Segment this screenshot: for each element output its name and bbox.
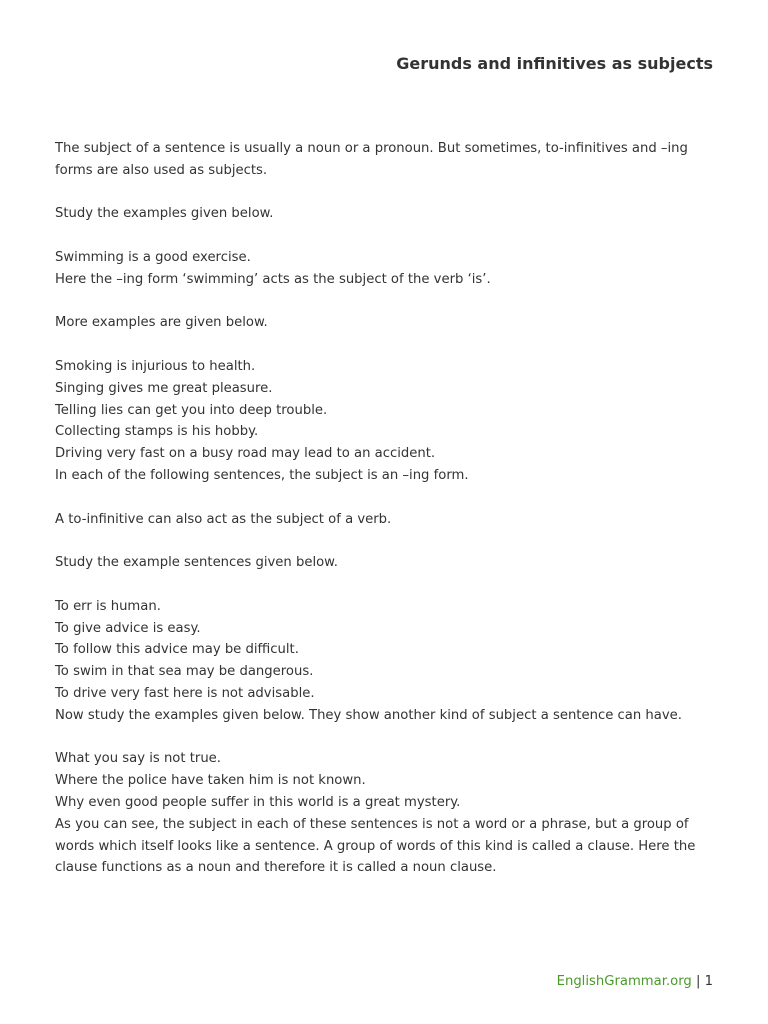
text-line: A to-infinitive can also act as the subject of a verb. — [55, 511, 392, 527]
example-sentence: What you say is not true. — [55, 751, 221, 767]
example-sentence: Telling lies can get you into deep trouble. — [55, 402, 328, 418]
example-sentence: Why even good people suffer in this world is a great mystery. — [55, 794, 461, 810]
paragraph — [55, 356, 717, 487]
page-number: 1 — [704, 974, 713, 989]
paragraph — [55, 312, 717, 334]
footer-separator: | — [691, 974, 705, 989]
document-body — [55, 138, 717, 901]
paragraph — [55, 596, 717, 727]
text-line: Study the examples given below. — [55, 206, 274, 222]
paragraph — [55, 247, 717, 291]
example-sentence: To drive very fast here is not advisable. — [55, 685, 315, 701]
page-footer — [557, 972, 713, 992]
text-line: Study the example sentences given below. — [55, 555, 338, 571]
paragraph — [55, 552, 717, 574]
example-sentence: Driving very fast on a busy road may lead to an accident. — [55, 446, 436, 462]
paragraph — [55, 748, 717, 879]
example-sentence: Where the police have taken him is not known. — [55, 773, 366, 789]
site-link[interactable]: EnglishGrammar.org — [556, 974, 692, 989]
text-line: Here the –ing form ‘swimming’ acts as the subject of the verb ‘is’. — [55, 271, 491, 287]
text-line: More examples are given below. — [55, 315, 268, 331]
example-sentence: To follow this advice may be difficult. — [55, 642, 299, 658]
text-line: The subject of a sentence is usually a noun or a pronoun. But sometimes, to-infinitives and –ing forms are also used as subjects. — [55, 141, 688, 178]
paragraph — [55, 203, 717, 225]
text-line: In each of the following sentences, the subject is an –ing form. — [55, 467, 469, 483]
paragraph — [55, 509, 717, 531]
example-sentence: To swim in that sea may be dangerous. — [55, 664, 314, 680]
example-sentence: Singing gives me great pleasure. — [55, 380, 273, 396]
example-sentence: Collecting stamps is his hobby. — [55, 424, 259, 440]
paragraph — [55, 138, 717, 182]
text-line: As you can see, the subject in each of these sentences is not a word or a phrase, but a group of words which itself looks like a sentence. A group of words of this kind is called a clause. Here the clause functions as a noun and therefore it is called a noun clause. — [55, 816, 696, 876]
example-sentence: Swimming is a good exercise. — [55, 249, 251, 265]
example-sentence: Smoking is injurious to health. — [55, 358, 256, 374]
example-sentence: To err is human. — [55, 598, 161, 614]
example-sentence: To give advice is easy. — [55, 620, 201, 636]
page-title: Gerunds and infinitives as subjects — [396, 54, 713, 73]
text-line: Now study the examples given below. They show another kind of subject a sentence can have. — [55, 707, 682, 723]
